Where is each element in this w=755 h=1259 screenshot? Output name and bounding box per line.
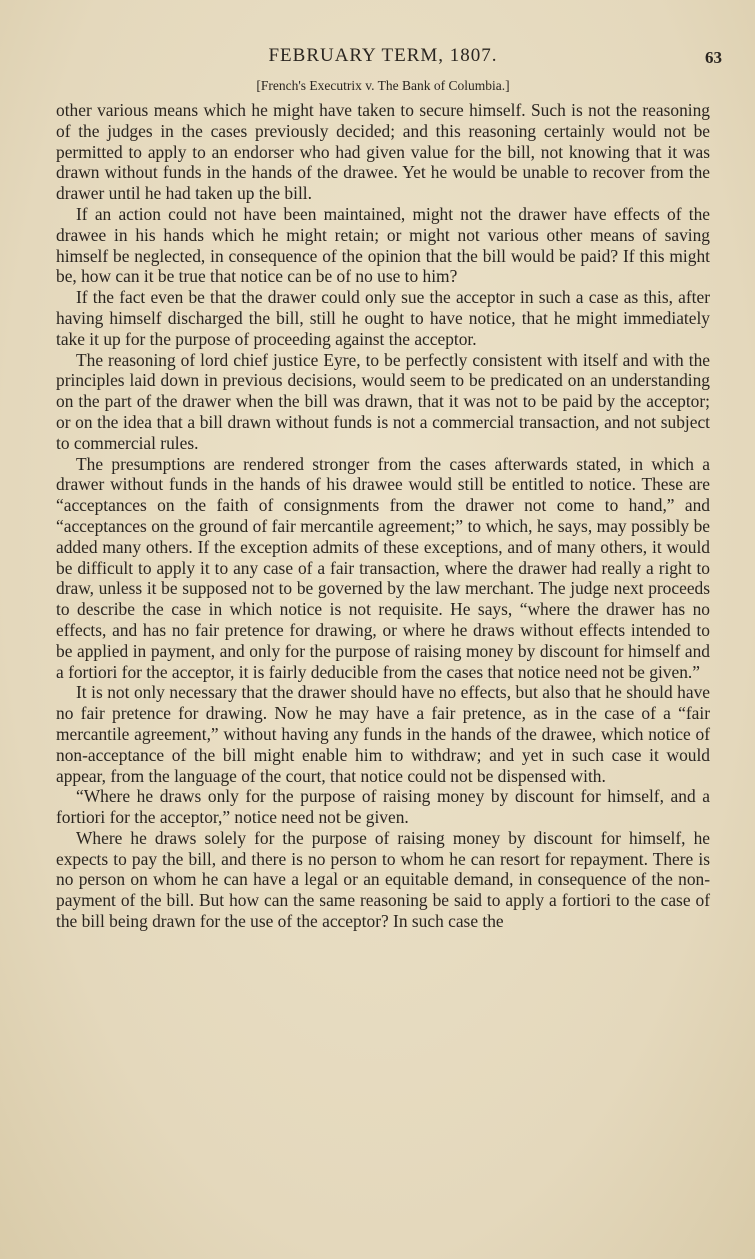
paragraph: The reasoning of lord chief justice Eyre, to be perfectly consistent with itself and with the principles laid down in previous decisions, would seem to be predicated on an understanding on the part of the drawer when the bill was drawn, that it was not to be paid by the acceptor; or on the idea that a bill drawn without funds is not a commercial transaction, and not subject to commercial rules.	[56, 349, 710, 453]
paragraph: It is not only necessary that the drawer should have no effects, but also that he should have no fair pretence for drawing. Now he may have a fair pretence, as in the case of a “fair mercantile agreement,” without having any funds in the hands of the drawee, which notice of non-acceptance of the bill might enable him to withdraw; and yet in such case it would appear, from the language of the court, that notice could not be dispensed with.	[56, 682, 710, 786]
paragraph: The presumptions are rendered stronger from the cases afterwards stated, in which a drawer without funds in the hands of his drawee would still be entitled to notice. These are “acceptances on the faith of consignments from the drawer not come to hand,” and “acceptances on the ground of fair mercantile agreement;” to which, he says, may possibly be added many others. If the exception admits of these exceptions, and of many others, it would be difficult to apply it to any case of a fair transaction, where the drawer had really a right to draw, unless it be supposed not to be governed by the law merchant. The judge next proceeds to describe the case in which notice is not requisite. He says, “where the drawer has no effects, and has no fair pretence for drawing, or where he draws without effects intended to be applied in payment, and only for the purpose of raising money by discount for himself and a fortiori for the acceptor, it is fairly deducible from the cases that notice need not be given.”	[56, 453, 710, 682]
page-header	[56, 0, 722, 70]
paragraph: If an action could not have been maintained, might not the drawer have effects of the drawee in his hands which he might retain; or might not various other means of saving himself be neglected, in consequence of the opinion that the bill would be paid? If this might be, how can it be true that notice can be of no use to him?	[56, 203, 710, 287]
paragraph: If the fact even be that the drawer could only sue the acceptor in such a case as this, after having himself discharged the bill, still he ought to have notice, that he might immediately take it up for the purpose of proceeding against the acceptor.	[56, 287, 710, 349]
paragraph: “Where he draws only for the purpose of raising money by discount for himself, and a fortiori for the acceptor,” notice need not be given.	[56, 786, 710, 828]
body-text	[56, 100, 710, 932]
running-head: FEBRUARY TERM, 1807.	[268, 45, 498, 66]
page-number: 63	[705, 48, 722, 67]
case-caption: [French's Executrix v. The Bank of Columbia.]	[256, 78, 510, 93]
paragraph: other various means which he might have taken to secure himself. Such is not the reasoning of the judges in the cases previously decided; and this reasoning certainly would not be permitted to apply to an endorser who had given value for the bill, not knowing that it was drawn without funds in the hands of the drawee. Yet he would be unable to recover from the drawer until he had taken up the bill.	[56, 100, 710, 204]
paragraph: Where he draws solely for the purpose of raising money by discount for himself, he expects to pay the bill, and there is no person to whom he can resort for repayment. There is no person on whom he can have a legal or an equitable demand, in consequence of the non-payment of the bill. But how can the same reasoning be said to apply a fortiori to the case of the bill being drawn for the use of the acceptor? In such case the	[56, 827, 710, 932]
